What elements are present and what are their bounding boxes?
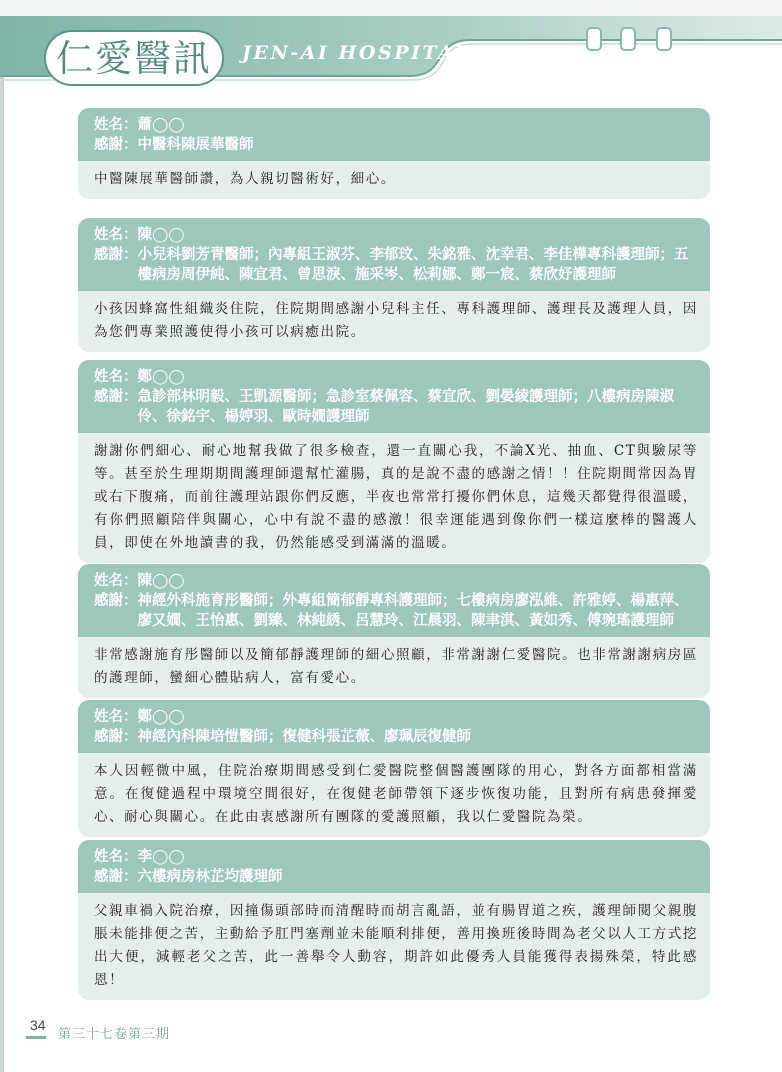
thanks-staff: 中醫科陳展華醫師	[137, 136, 254, 153]
name-row	[94, 367, 696, 387]
patient-name: 陳◯◯	[137, 572, 185, 589]
thanks-label: 感謝：	[94, 592, 138, 609]
thanks-label: 感謝：	[94, 136, 138, 153]
name-row	[94, 847, 696, 867]
card-header	[78, 840, 710, 893]
patient-name: 李◯◯	[137, 848, 185, 865]
name-label: 姓名：	[94, 572, 138, 589]
thanks-label: 感謝：	[94, 246, 138, 263]
thanks-label: 感謝：	[94, 868, 138, 885]
name-row	[94, 707, 696, 727]
thanks-staff: 六樓病房林芷均護理師	[137, 868, 283, 885]
thanks-row	[94, 727, 696, 747]
thanks-card	[78, 360, 710, 563]
thanks-card	[78, 108, 710, 199]
name-label: 姓名：	[94, 848, 138, 865]
card-header	[78, 218, 710, 291]
thanks-card	[78, 700, 710, 837]
thanks-row	[94, 135, 696, 155]
thanks-row	[94, 245, 696, 285]
left-edge-line	[3, 0, 4, 1072]
patient-name: 鄭◯◯	[137, 708, 185, 725]
tab-pill-icon	[620, 27, 636, 51]
thanks-row	[94, 591, 696, 631]
card-header	[78, 108, 710, 161]
card-message: 謝謝你們細心、耐心地幫我做了很多檢查，還一直關心我，不論X光、抽血、CT與驗尿等等。甚至於生理期期間護理師還幫忙灌腸，真的是說不盡的感謝之情！！住院期間常因為胃或右下腹痛，而前往護理站跟你們反應，半夜也常常打擾你們休息，這幾天都覺得很溫暖，有你們照顧陪伴與關心，心中有說不盡的感激！很幸運能遇到像你們一樣這麼棒的醫護人員，即使在外地讀書的我，仍然能感受到滿滿的溫暖。	[78, 433, 710, 563]
card-message: 本人因輕微中風，住院治療期間感受到仁愛醫院整個醫護團隊的用心，對各方面都相當滿意。在復健過程中環境空間很好，在復健老師帶領下逐步恢復功能，且對所有病患發揮愛心、耐心與關心。在此由衷感謝所有團隊的愛護照顧，我以仁愛醫院為榮。	[78, 753, 710, 837]
card-header	[78, 700, 710, 753]
thanks-staff: 神經外科施育彤醫師；外專組簡郁靜專科護理師；七樓病房廖泓維、許雅婷、楊惠萍、廖又嫺、王怡惠、劉臻、林純綉、呂慧玲、江晨羽、陳聿淇、黃如秀、傅琬瑤護理師	[137, 592, 689, 629]
thanks-row	[94, 387, 696, 427]
card-message: 中醫陳展華醫師讚，為人親切醫術好，細心。	[78, 161, 710, 199]
tab-pill-icon	[586, 27, 602, 51]
thanks-card	[78, 564, 710, 698]
name-label: 姓名：	[94, 116, 138, 133]
thanks-row	[94, 867, 696, 887]
thanks-staff: 小兒科劉芳青醫師；內專組王淑芬、李郁玟、朱銘雅、沈幸君、李佳樺專科護理師；五樓病房周伊純、陳宜君、曾思淚、施采岑、松莉娜、鄭一宸、蔡欣妤護理師	[137, 246, 689, 283]
card-header	[78, 564, 710, 637]
name-label: 姓名：	[94, 708, 138, 725]
issue-label: 第三十七卷第三期	[58, 1026, 171, 1041]
patient-name: 蕭◯◯	[137, 116, 185, 133]
thanks-card	[78, 218, 710, 352]
card-message: 小孩因蜂窩性組織炎住院，住院期間感謝小兒科主任、專科護理師、護理長及護理人員，因為您們專業照護使得小孩可以病癒出院。	[78, 291, 710, 352]
thanks-card	[78, 840, 710, 1000]
page-number: 34	[30, 1017, 46, 1033]
card-message: 父親車禍入院治療，因撞傷頭部時而清醒時而胡言亂語，並有腸胃道之疾，護理師閱父親腹脹未能排便之苦，主動給予肛門塞劑並未能順利排便，善用換班後時間為老父以人工方式挖出大便，減輕老父之苦，此一善舉令人動容，期許如此優秀人員能獲得表揚殊榮，特此感恩！	[78, 893, 710, 1000]
name-row	[94, 115, 696, 135]
page-number-underline	[26, 1036, 46, 1039]
thanks-staff: 神經內科陳培愷醫師；復健科張芷薇、廖珮辰復健師	[137, 728, 471, 745]
hospital-name: JEN-AI HOSPITAL	[242, 42, 472, 64]
name-row	[94, 571, 696, 591]
thanks-label: 感謝：	[94, 388, 138, 405]
name-label: 姓名：	[94, 368, 138, 385]
page-header	[0, 0, 782, 92]
tab-pill-icon	[656, 27, 672, 51]
magazine-logo: 仁愛醫訊	[44, 30, 224, 86]
card-header	[78, 360, 710, 433]
patient-name: 陳◯◯	[137, 226, 185, 243]
name-row	[94, 225, 696, 245]
thanks-label: 感謝：	[94, 728, 138, 745]
card-message: 非常感謝施育彤醫師以及簡郁靜護理師的細心照顧，非常謝謝仁愛醫院。也非常謝謝病房區的護理師，蠻細心體貼病人，富有愛心。	[78, 637, 710, 698]
patient-name: 鄭◯◯	[137, 368, 185, 385]
name-label: 姓名：	[94, 226, 138, 243]
thanks-staff: 急診部林明毅、王凱源醫師；急診室蔡佩容、蔡宜欣、劉晏綾護理師；八樓病房陳淑伶、徐銘宇、楊婷羽、歐時嫺護理師	[137, 388, 674, 425]
